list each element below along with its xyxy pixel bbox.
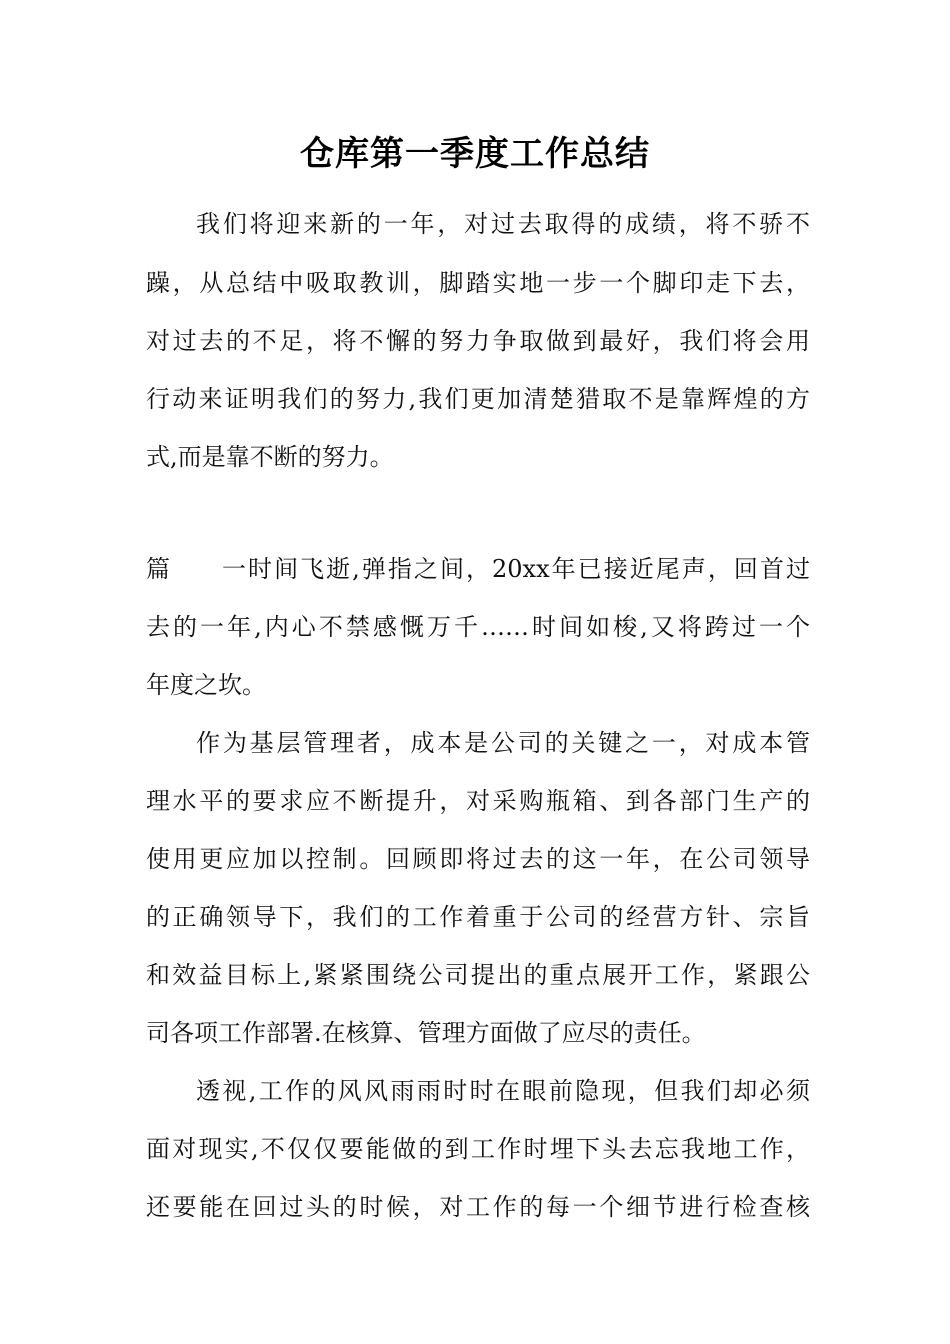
intro-line-4: 行动来证明我们的努力,我们更加清楚猎取不是靠辉煌的方 xyxy=(146,385,810,413)
section1-line-3: 年度之坎。 xyxy=(146,671,266,699)
section1-label: 篇一 xyxy=(146,555,246,583)
para2-line-2: 理水平的要求应不断提升，对采购瓶箱、到各部门生产的 xyxy=(146,787,810,815)
para3-line-1: 透视,工作的风风雨雨时时在眼前隐现，但我们却必须 xyxy=(196,1077,810,1105)
para2-line-6: 司各项工作部署.在核算、管理方面做了应尽的责任。 xyxy=(146,1019,706,1047)
para2-line-1: 作为基层管理者，成本是公司的关键之一，对成本管 xyxy=(196,729,810,757)
para2-line-3: 使用更应加以控制。回顾即将过去的这一年，在公司领导 xyxy=(146,845,810,873)
section1-first-line xyxy=(146,549,810,589)
para3-line-2: 面对现实,不仅仅要能做的到工作时埋下头去忘我地工作， xyxy=(146,1135,810,1163)
document-title: 仓库第一季度工作总结 xyxy=(300,134,650,174)
para3-line-3: 还要能在回过头的时候，对工作的每一个细节进行检查核 xyxy=(146,1193,810,1221)
section1-first-line-text: 时间飞逝,弹指之间，20xx年已接近尾声，回首过 xyxy=(246,555,810,583)
intro-line-1: 我们将迎来新的一年，对过去取得的成绩，将不骄不 xyxy=(196,210,810,238)
section1-line-2: 去的一年,内心不禁感慨万千……时间如梭,又将跨过一个 xyxy=(146,613,810,641)
intro-line-3: 对过去的不足，将不懈的努力争取做到最好，我们将会用 xyxy=(146,327,810,355)
intro-line-5: 式,而是靠不断的努力。 xyxy=(146,443,394,471)
para2-line-4: 的正确领导下，我们的工作着重于公司的经营方针、宗旨 xyxy=(146,903,810,931)
intro-line-2: 躁，从总结中吸取教训，脚踏实地一步一个脚印走下去， xyxy=(146,269,810,297)
para2-line-5: 和效益目标上,紧紧围绕公司提出的重点展开工作，紧跟公 xyxy=(146,961,810,989)
